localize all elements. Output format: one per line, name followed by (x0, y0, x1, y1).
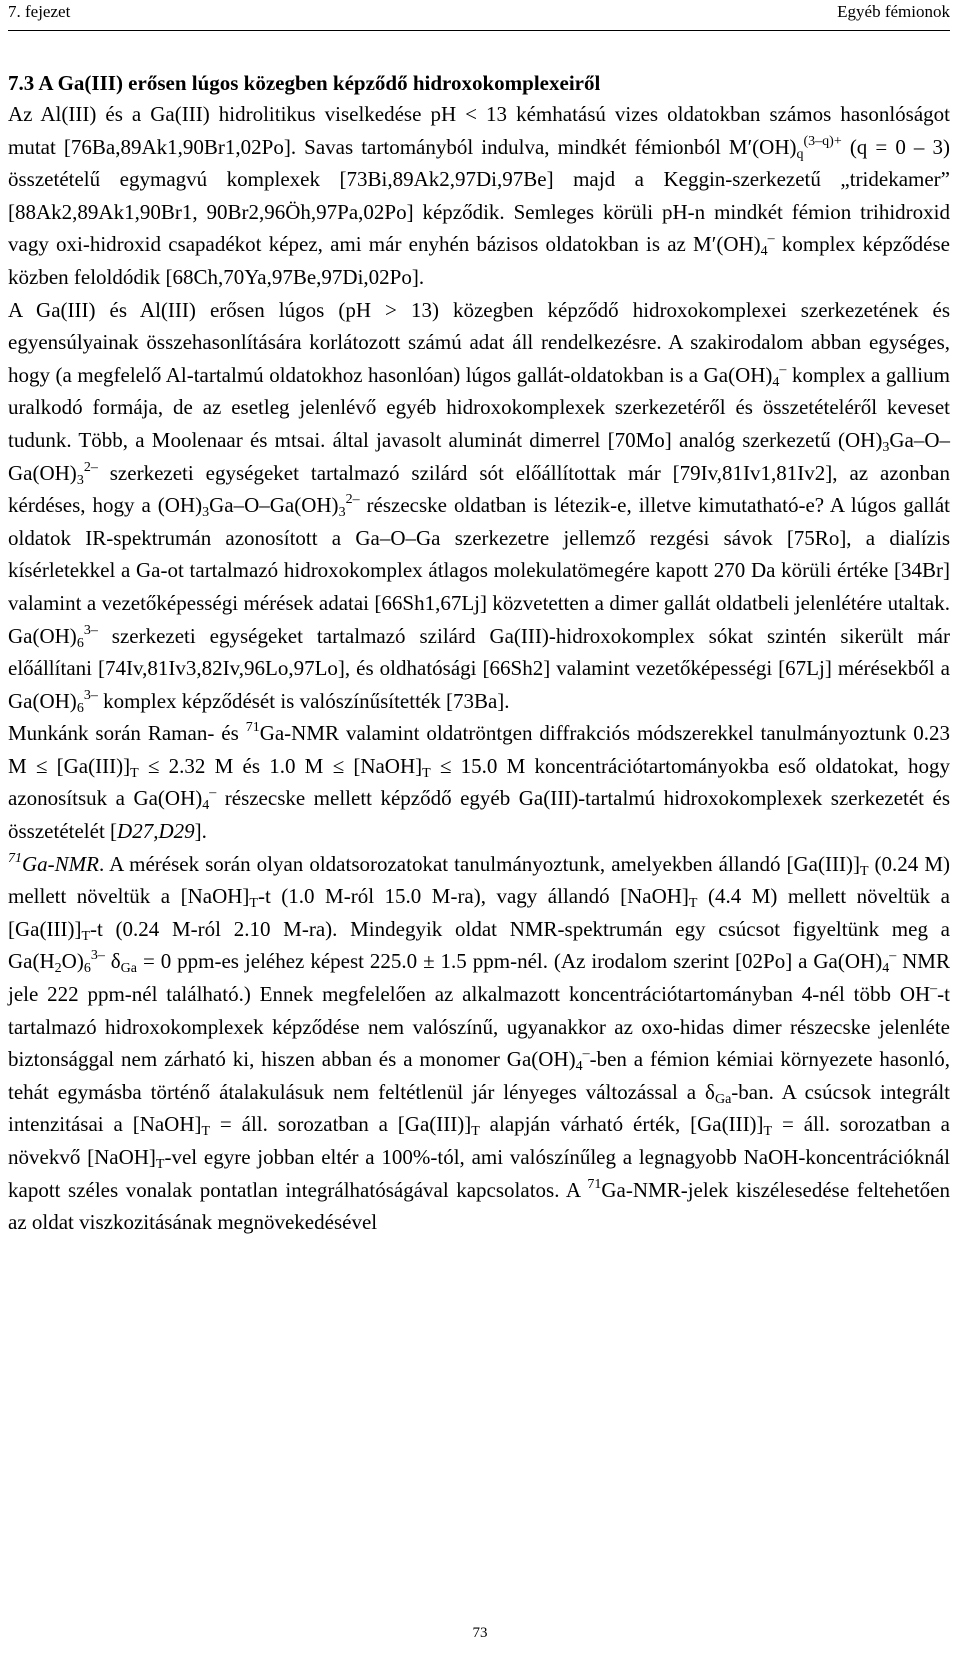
page-body (8, 38, 950, 1239)
paragraph-4: $^{71}$Ga-NMR. A mérések során olyan oldatsorozatokat tanulmányoztunk, amelyekben állandó $[Ga(III)]_T$ (0.24 M) mellett növeltük a $[NaOH]_T-t$ (1.0 M-ról 15.0 M-ra), vagy állandó $[NaOH]_T$ (4.4 M) mellett növeltük a $[Ga(III)]_T-t$ (0.24 M-ról 2.10 M-ra). Mindegyik oldat NMR-spektrumán egy csúcsot figyeltünk meg a $Ga(H_2O)_6^{3-}$ $\delta_{Ga} = 0$ ppm-es jeléhez képest 225.0 ± 1.5 ppm-nél. (Az irodalom szerint [02Po] a $Ga(OH)_4^-$ NMR jele 222 ppm-nél található.) Ennek megfelelően az alkalmazott koncentrációtartományban 4-nél több OH–-t tartalmazó hidroxokomplexek képződése nem valószínű, ugyanakkor az oxo-hidas dimer részecske jelenléte biztonsággal nem zárható ki, hiszen abban és a monomer $Ga(OH)_4^-$-ben a fémion kémiai környezete hasonló, tehát egymásba történő átalakulásuk nem feltétlenül jár lényeges változással a $\delta_{Ga}$-ban. A csúcsok integrált intenzitásai a $[NaOH]_T$ = áll. sorozatban a $[Ga(III)]_T$ alapján várható érték, $[Ga(III)]_T$ = áll. sorozatban a növekvő $[NaOH]_T$-vel egyre jobban eltér a 100%-tól, ami valószínűleg a legnagyobb NaOH-koncentrációknál kapott széles vonalak pontatlan integrálhatóságával kapcsolatos. A $^{71}$Ga-NMR-jelek kiszélesedése feltehetően az oldat viszkozitásának megnövekedésével (8, 850, 951, 1235)
paragraph-2: A Ga(III) és Al(III) erősen lúgos (pH > 13) közegben képződő hidroxokomplexei szerkezetének és egyensúlyainak összehasonlítására korlátozott számú adat áll rendelkezésre. A szakirodalom abban egységes, hogy (a megfelelő Al-tartalmú oldatokhoz hasonlóan) lúgos gallát-oldatokban is a $Ga(OH)_4^-$ komplex a gallium uralkodó formája, de az esetleg jelenlévő egyéb hidroxokomplexek szerkezetéről és összetételéről keveset tudunk. Több, a Moolenaar és mtsai. által javasolt aluminát dimerrel [70Mo] analóg szerkezetű $(OH)_3Ga-O-Ga(OH)_3^{2-}$ szerkezeti egységeket tartalmazó szilárd sót előállítottak már [79Iv,81Iv1,81Iv2], az azonban kérdéses, hogy a $(OH)_3Ga-O-Ga(OH)_3^{2-}$ részecske oldatban is létezik-e, illetve kimutatható-e? A lúgos gallát oldatok IR-spektrumán azonosított a Ga–O–Ga szerkezetre jellemző rezgési sávok [75Ro], a dialízis kísérletekkel a Ga-ot tartalmazó hidroxokomplex átlagos molekulatömegére kapott 270 Da körüli értéke [34Br] valamint a vezetőképességi mérések adatai [66Sh1,67Lj] közvetetten a dimer gallát oldatbeli jelenlétére utaltak. $Ga(OH)_6^{3-}$ szerkezeti egységeket tartalmazó szilárd Ga(III)-hidroxokomplex sókat szintén sikerült már előállítani [74Iv,81Iv3,82Iv,96Lo,97Lo], és oldhatósági [66Sh2] valamint vezetőképességi [67Lj] mérésekből a $Ga(OH)_6^{3-}$ komplex képződését is valószínűsítették [73Ba]. (8, 297, 950, 716)
chapter-label: 7. fejezet (8, 2, 71, 21)
page-number: 73 (472, 1625, 488, 1641)
section-title: 7.3 A Ga(III) erősen lúgos közegben képződő hidroxokomplexeiről (8, 71, 601, 95)
paragraph-3: Munkánk során Raman- és $^{71}$Ga-NMR valamint oldatröntgen diffrakciós módszerekkel tanulmányoztunk 0.23 $M \le [Ga(III)]_T \le 2.32$ M és 1.0 $M \le [NaOH]_T \le 15.0$ M koncentrációtartományokba eső oldatokat, hogy azonosítsuk a $Ga(OH)_4^-$ részecske mellett képződő egyéb Ga(III)-tartalmú hidroxokomplexek szerkezetét és összetételét [D27,D29]. (8, 720, 951, 844)
page-header (8, 2, 950, 31)
topic-label: Egyéb fémionok (837, 2, 950, 21)
paragraph-1: Az Al(III) és a Ga(III) hidrolitikus viselkedése pH < 13 kémhatású vizes oldatokban számos hasonlóságot mutat [76Ba,89Ak1,90Br1,02Po]. Savas tartományból indulva, mindkét fémionból $M'(OH)_q^{(3-q)+}$ (q = 0 – 3) összetételű egymagvú komplexek [73Bi,89Ak2,97Di,97Be] majd a Keggin-szerkezetű „tridekamer” [88Ak2,89Ak1,90Br1, 90Br2,96Öh,97Pa,02Po] képződik. Semleges körüli pH-n mindkét fémion trihidroxid vagy oxi-hidroxid csapadékot képez, ami már enyhén bázisos oldatokban is az $M'(OH)_4^-$ komplex képződése közben feloldódik [68Ch,70Ya,97Be,97Di,02Po]. (8, 102, 950, 289)
